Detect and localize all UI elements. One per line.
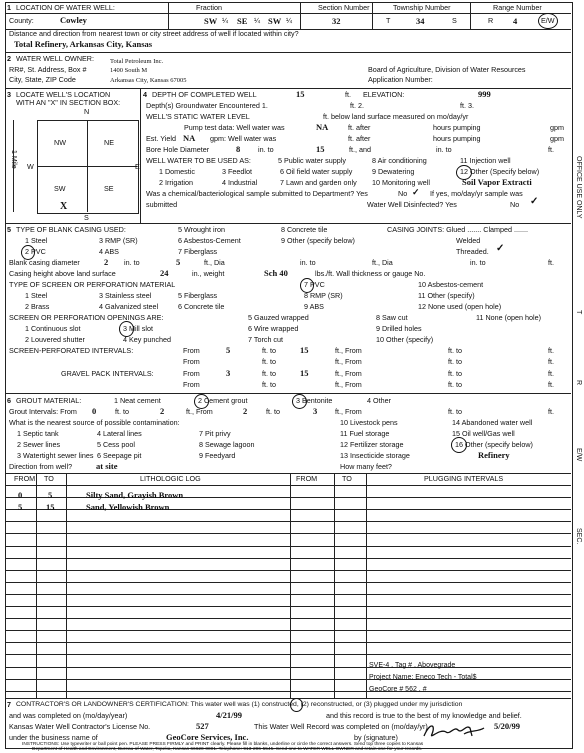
sve-note: SVE-4 , Tag # , Abovegrade	[369, 662, 456, 669]
log-column-line	[366, 473, 367, 698]
log-row-line	[5, 667, 571, 668]
range-value: 4	[513, 16, 518, 26]
signature	[420, 720, 490, 742]
threaded-check: ✓	[496, 243, 505, 254]
grout-to-value: 2	[160, 406, 165, 416]
log-row-2-from: 5	[18, 502, 23, 512]
log-row-line	[5, 642, 571, 643]
bore-diameter-value: 8	[236, 144, 241, 154]
plugging-header: PLUGGING INTERVALS	[424, 474, 504, 483]
log-row-line	[5, 618, 571, 619]
log-column-line	[334, 473, 335, 698]
log-row-line	[5, 546, 571, 547]
instructions-2: Department of Health and Environment, Bureau of Water, Topeka, Kansas 66620-0001. Telephone: 913-296-5545. Send one to WATER WELL OWNER and retain one for your records.	[32, 747, 423, 752]
range-direction: E/W	[541, 16, 555, 25]
section-1-number: 1	[7, 3, 11, 12]
geocore-note: GeoCore # 562 , #	[369, 686, 427, 693]
office-use-label: OFFICE USE ONLY	[575, 156, 582, 219]
log-row-1-desc: Silty Sand, Grayish Brown	[86, 490, 184, 500]
gravel-from-value: 3	[226, 368, 231, 378]
log-from-header: FROM	[14, 474, 36, 483]
pump-test-value: NA	[316, 122, 329, 132]
use-other-value: Soil Vapor Extracti	[462, 177, 532, 187]
section-grid	[37, 120, 139, 214]
log-row-line	[5, 570, 571, 571]
distance-label: Distance and direction from nearest town or city street address of well if located within city?	[9, 29, 299, 38]
city-value: Arkansas City, Kansas 67005	[110, 77, 187, 84]
county-value: Cowley	[60, 15, 87, 25]
log-row-line	[5, 654, 571, 655]
location-header: LOCATION OF WATER WELL:	[16, 3, 115, 12]
gravel-to-value: 15	[300, 368, 309, 378]
elevation-value: 999	[478, 89, 491, 99]
license-number: 527	[196, 721, 209, 731]
bore-depth-value: 15	[316, 144, 325, 154]
completed-date: 4/21/99	[216, 710, 242, 720]
township-value: 34	[416, 16, 425, 26]
blank-diameter-value: 2	[104, 257, 109, 267]
perf-from-value: 5	[226, 345, 231, 355]
distance-value: Total Refinery, Arkansas City, Kansas	[14, 39, 153, 49]
disinfected-no-check: ✓	[530, 196, 539, 207]
grout-from2-value: 2	[243, 406, 248, 416]
quarter-3: SW	[268, 16, 282, 26]
direction-value: at site	[96, 461, 118, 471]
log-row-line	[5, 630, 571, 631]
log-row-line	[5, 679, 571, 680]
log-row-line	[5, 558, 571, 559]
log-row-line	[5, 582, 571, 583]
certification: CONTRACTOR'S OR LANDOWNER'S CERTIFICATION: This water well was (1) constructed, (2) reconstructed, or (3) plugged under my jurisdiction	[16, 701, 463, 708]
board-label: Board of Agriculture, Division of Water Resources	[368, 65, 526, 74]
location-mark: X	[60, 201, 68, 212]
project-note: Project Name: Eneco Tech - Total$	[369, 674, 477, 681]
yield-value: NA	[183, 133, 196, 143]
quarter-1: SW	[204, 16, 218, 26]
log-row-line	[5, 691, 571, 692]
fraction-header: Fraction	[196, 3, 222, 12]
log-row-1-from: 0	[18, 490, 23, 500]
record-date: 5/20/99	[494, 721, 520, 731]
section-number-header: Section Number	[318, 3, 370, 12]
contam-16-circle	[451, 437, 467, 453]
constructed-circle	[290, 698, 303, 712]
grout-to2-value: 3	[313, 406, 318, 416]
bentonite-circle	[292, 394, 307, 409]
log-row-2-desc: Sand, Yellowish Brown	[86, 502, 170, 512]
range-e-circle	[538, 13, 558, 29]
casing-height-value: 24	[160, 268, 169, 278]
quarter-2: SE	[237, 16, 248, 26]
log-column-line	[66, 473, 67, 698]
log-row-2-to: 15	[46, 502, 55, 512]
log-row-1-to: 5	[48, 490, 53, 500]
chem-no-check: ✓	[412, 187, 420, 197]
instructions: INSTRUCTIONS: Use typewriter or ball point pen. PLEASE PRESS FIRMLY and PRINT clearly. Please fill in blanks, underline or circle the correct answers. Send top three copies to Kansas	[22, 742, 424, 747]
owner-header: WATER WELL OWNER:	[16, 54, 94, 63]
business-name: GeoCore Services, Inc.	[166, 732, 249, 742]
county-label: County:	[9, 16, 34, 25]
casing-weight-value: Sch 40	[264, 268, 288, 278]
range-header: Range Number	[493, 3, 542, 12]
lithologic-header: LITHOLOGIC LOG	[140, 474, 201, 483]
log-row-line	[5, 485, 571, 486]
depth-value: 15	[296, 89, 305, 99]
application-number: Application Number:	[368, 75, 433, 84]
log-to-header: TO	[44, 474, 54, 483]
grout-from-value: 0	[92, 406, 97, 416]
owner-value: Total Petroleum Inc.	[110, 58, 164, 65]
address-value: 1400 South M	[110, 67, 148, 74]
log-row-line	[5, 594, 571, 595]
log-column-line	[290, 473, 291, 698]
blank-to-value: 5	[176, 257, 181, 267]
perf-to-value: 15	[300, 345, 309, 355]
log-row-line	[5, 606, 571, 607]
township-header: Township Number	[393, 3, 451, 12]
contam-other-value: Refinery	[478, 450, 510, 460]
section-value: 32	[332, 16, 341, 26]
log-column-line	[36, 473, 37, 698]
log-row-line	[5, 533, 571, 534]
log-row-line	[5, 521, 571, 522]
